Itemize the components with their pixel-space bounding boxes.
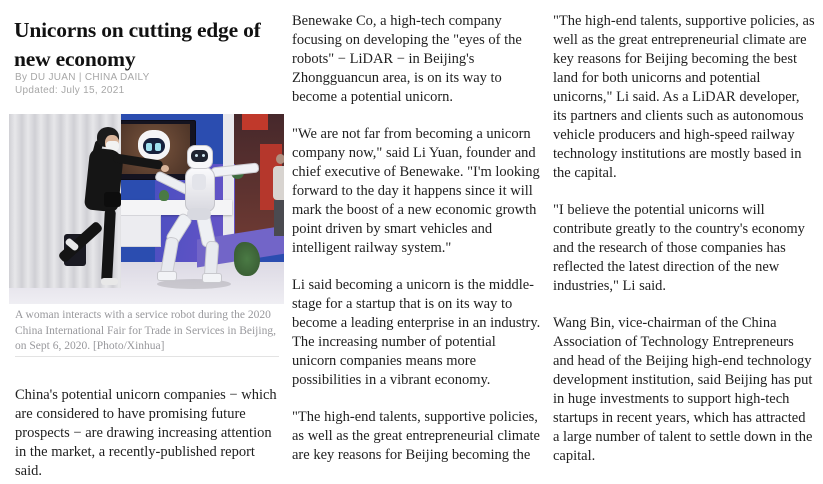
paragraph-right-2: "I believe the potential unicorns will contribute greatly to the country's economy and the research of those companies has reflected the latest direction of the new industries," Li said.	[553, 202, 805, 294]
photo-plant	[234, 242, 260, 276]
photo-robot-face-on-screen	[138, 130, 170, 160]
photo-robot-eye	[202, 154, 205, 157]
paragraph-mid-3: Li said becoming a unicorn is the middle-stage for a startup that is on its way to become a leading enterprise in an industry. The increasing number of potential unicorn companies means more possibilities in a vibrant economy.	[292, 277, 541, 388]
paragraph-left-1: China's potential unicorn companies − which are considered to have promising future prospects − are drawing increasing attention in the market, a recently-published report said.	[15, 386, 277, 479]
article-updated-date: Updated: July 15, 2021	[15, 85, 125, 96]
paragraph-mid-2: "We are not far from becoming a unicorn company now," said Li Yuan, founder and chief executive of Benewake. "I'm looking forward to the day it happens since it will mark the boost of a new economic growth point driven by smart vehicles and intelligent railway system."	[292, 126, 540, 256]
photo-woman-bag	[104, 192, 121, 207]
paragraph-right-3: Wang Bin, vice-chairman of the China Association of Technology Entrepreneurs and head of the Beijing high-end technology development institution, said Beijing has put in huge investments to support high-tech startups in recent years, which has attracted a large number of talent to settle down in the capital.	[553, 315, 813, 464]
photo-woman-shoe	[101, 278, 118, 285]
photo-robot-screen-face	[143, 138, 165, 154]
paragraph-mid-4: "The high-end talents, supportive policies, as well as the great entrepreneurial climate are key reasons for Beijing becoming the	[292, 409, 540, 463]
photo-bystander-head	[276, 154, 284, 164]
photo-woman-hand	[161, 165, 169, 172]
paragraph-mid-1: Benewake Co, a high-tech company focusing on developing the "eyes of the robots" − LiDAR − in Beijing's Zhongguancun area, is on its way to become a potential unicorn.	[292, 13, 522, 105]
caption-divider	[15, 356, 279, 357]
paragraph-right-1: "The high-end talents, supportive policies, as well as the great entrepreneurial climate are key reasons for Beijing becoming the best land for both unicorns and potential unicorns," Li said. As a LiDAR developer, its partners and clients such as autonomous vehicle producers and high-speed railway technology institutions are mostly based in the capital.	[553, 13, 815, 181]
article-photo	[9, 114, 284, 304]
photo-caption: A woman interacts with a service robot during the 2020 China International Fair for Trade in Services in Beijing, on Sept 6, 2020. [Photo/Xinhua]	[15, 309, 276, 353]
article-title: Unicorns on cutting edge of new economy	[14, 18, 261, 72]
middle-column	[292, 12, 542, 483]
photo-robot-screen-eye	[155, 143, 161, 151]
article-byline: By DU JUAN | CHINA DAILY	[15, 72, 150, 83]
photo-robot-hip	[187, 208, 211, 220]
photo-bystander	[273, 166, 284, 200]
photo-robot-face	[191, 150, 208, 162]
photo-tv-screen	[114, 120, 196, 180]
photo-shelf-plant	[159, 190, 169, 201]
photo-robot-foot	[157, 271, 177, 281]
photo-red-sign	[242, 114, 268, 130]
photo-bystander-legs	[274, 200, 284, 236]
photo-robot-foot	[202, 273, 222, 283]
photo-robot-chest	[192, 174, 206, 190]
photo-robot-screen-eye	[146, 143, 152, 151]
right-column	[553, 12, 815, 484]
photo-robot-eye	[195, 154, 198, 157]
